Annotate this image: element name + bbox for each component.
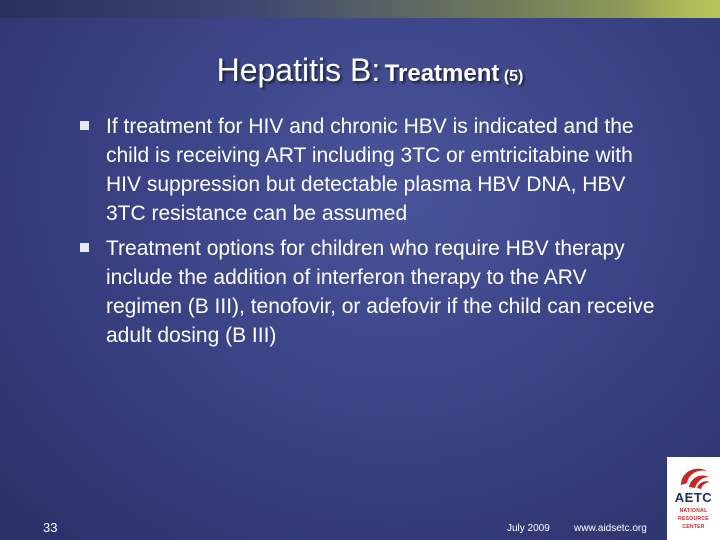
square-bullet-icon (80, 243, 89, 252)
bullet-item (80, 234, 660, 350)
bullet-text: Treatment options for children who require HBV therapy include the addition of interferon therapy to the ARV regimen (B III), tenofovir, or adefovir if the child can receive adult dosing (B III) (106, 237, 655, 347)
logo-subtitle-line1: NATIONAL (679, 508, 708, 514)
bullet-item (80, 112, 660, 228)
aetc-swirl-icon (667, 459, 720, 493)
bullet-text: If treatment for HIV and chronic HBV is indicated and the child is receiving ART including 3TC or emtricitabine with HIV suppression but detectable plasma HBV DNA, HBV 3TC resistance can be assumed (106, 115, 634, 225)
slide-title-main: Hepatitis B: (216, 52, 381, 88)
square-bullet-icon (80, 121, 89, 130)
slide-number: 33 (43, 520, 58, 535)
slide-title (0, 52, 720, 89)
footer-date: July 2009 (507, 523, 550, 534)
top-decorative-band (0, 0, 720, 18)
logo-subtitle-line3: CENTER (682, 524, 705, 530)
bullet-list (80, 112, 660, 356)
aetc-logo (667, 457, 720, 540)
logo-subtitle-line2: RESOURCE (678, 516, 709, 522)
top-band-accent (630, 0, 720, 18)
slide-title-subject: Treatment (384, 60, 500, 87)
footer-url: www.aidsetc.org (574, 523, 647, 534)
slide-title-part-number: (5) (503, 68, 524, 85)
logo-wordmark: AETC (674, 490, 713, 505)
